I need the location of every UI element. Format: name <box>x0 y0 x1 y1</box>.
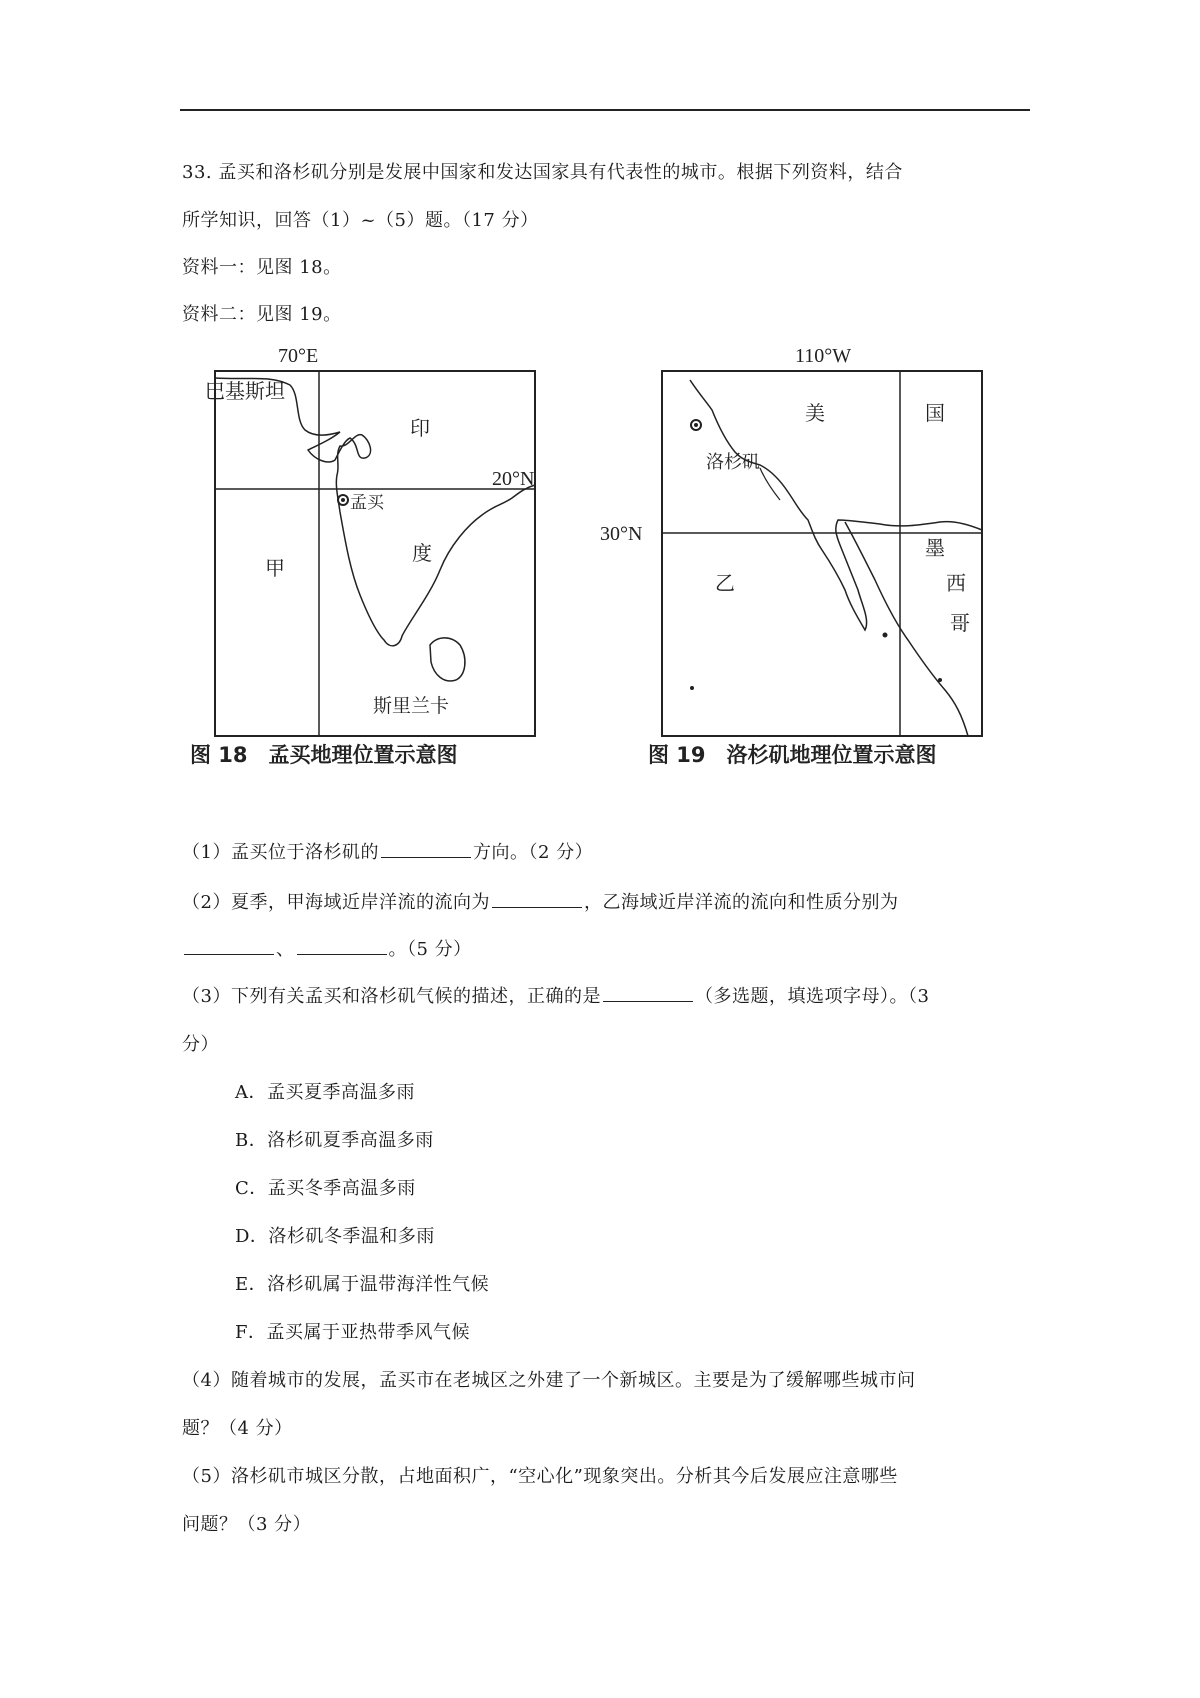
q2-sep: 、 <box>276 939 295 960</box>
figure-19-map <box>600 340 1030 775</box>
label-usa-1: 美 <box>805 401 825 425</box>
header-rule <box>180 109 1030 111</box>
q3-prefix: （3）下列有关孟买和洛杉矶气候的描述，正确的是 <box>182 986 601 1007</box>
figure-18-caption: 图 18 孟买地理位置示意图 <box>190 743 458 767</box>
q1-prefix: （1）孟买位于洛杉矶的 <box>182 842 379 863</box>
label-20n: 20°N <box>492 468 535 490</box>
label-30n: 30°N <box>600 523 643 545</box>
source-2: 资料二：见图 19。 <box>182 304 342 325</box>
question-4-line2: 题？（4 分） <box>182 1418 293 1439</box>
city-dot-center <box>341 498 345 502</box>
q2-prefix: （2）夏季，甲海域近岸洋流的流向为 <box>182 892 490 913</box>
city-dot-center <box>694 423 698 427</box>
coastline-detail <box>760 468 780 500</box>
option-a: A．孟买夏季高温多雨 <box>235 1082 415 1103</box>
label-pakistan: 巴基斯坦 <box>205 379 285 403</box>
label-mexico-2: 西 <box>946 571 966 595</box>
option-f: F．孟买属于亚热带季风气候 <box>235 1322 470 1343</box>
q3-answer-blank[interactable] <box>603 985 693 1002</box>
label-sea-yi: 乙 <box>715 571 735 595</box>
question-2-line2 <box>182 935 472 961</box>
label-sea-jia: 甲 <box>265 556 285 580</box>
q2-middle: ，乙海域近岸洋流的流向和性质分别为 <box>583 892 899 913</box>
question-intro-line1: 33. 孟买和洛杉矶分别是发展中国家和发达国家具有代表性的城市。根据下列资料，结合 <box>182 162 903 183</box>
question-4-line1: （4）随着城市的发展，孟买市在老城区之外建了一个新城区。主要是为了缓解哪些城市问 <box>182 1370 916 1391</box>
q2-suffix: 。（5 分） <box>388 939 472 960</box>
label-india-1: 印 <box>410 416 430 440</box>
map-frame <box>215 371 535 736</box>
option-b: B．洛杉矶夏季高温多雨 <box>235 1130 434 1151</box>
question-5-line2: 问题？（3 分） <box>182 1514 312 1535</box>
island-dot <box>690 686 694 690</box>
question-3-line2: 分） <box>182 1034 219 1055</box>
q1-answer-blank[interactable] <box>381 841 471 858</box>
option-e: E．洛杉矶属于温带海洋性气候 <box>235 1274 490 1295</box>
question-2-line1 <box>182 888 898 914</box>
label-usa-2: 国 <box>925 401 945 425</box>
q2-answer-blank-2[interactable] <box>184 938 274 955</box>
q3-suffix: （多选题，填选项字母）。（3 <box>694 986 930 1007</box>
label-srilanka: 斯里兰卡 <box>373 695 450 717</box>
figure-18-map <box>190 340 570 775</box>
label-india-2: 度 <box>412 541 432 565</box>
source-1: 资料一：见图 18。 <box>182 257 342 278</box>
label-mexico-1: 墨 <box>925 536 945 560</box>
option-c: C．孟买冬季高温多雨 <box>235 1178 416 1199</box>
figure-19-caption: 图 19 洛杉矶地理位置示意图 <box>648 743 937 767</box>
q2-answer-blank-3[interactable] <box>297 938 387 955</box>
label-110w: 110°W <box>795 345 852 367</box>
question-intro-line2: 所学知识，回答（1）~（5）题。（17 分） <box>182 210 539 231</box>
figure-18 <box>190 340 570 775</box>
label-mumbai: 孟买 <box>350 493 384 513</box>
question-3-line1 <box>182 982 929 1008</box>
q1-suffix: 方向。（2 分） <box>472 842 594 863</box>
label-mexico-3: 哥 <box>950 611 970 635</box>
q2-answer-blank-1[interactable] <box>492 891 582 908</box>
question-1 <box>182 838 593 864</box>
question-5-line1: （5）洛杉矶市城区分散，占地面积广，“空心化”现象突出。分析其今后发展应注意哪些 <box>182 1466 898 1487</box>
island-dot <box>938 678 942 682</box>
srilanka-outline <box>430 638 465 681</box>
island-dot <box>883 633 888 638</box>
option-d: D．洛杉矶冬季温和多雨 <box>235 1226 435 1247</box>
label-la: 洛杉矶 <box>706 452 760 473</box>
figure-19 <box>600 340 1030 775</box>
label-70e: 70°E <box>278 345 319 367</box>
